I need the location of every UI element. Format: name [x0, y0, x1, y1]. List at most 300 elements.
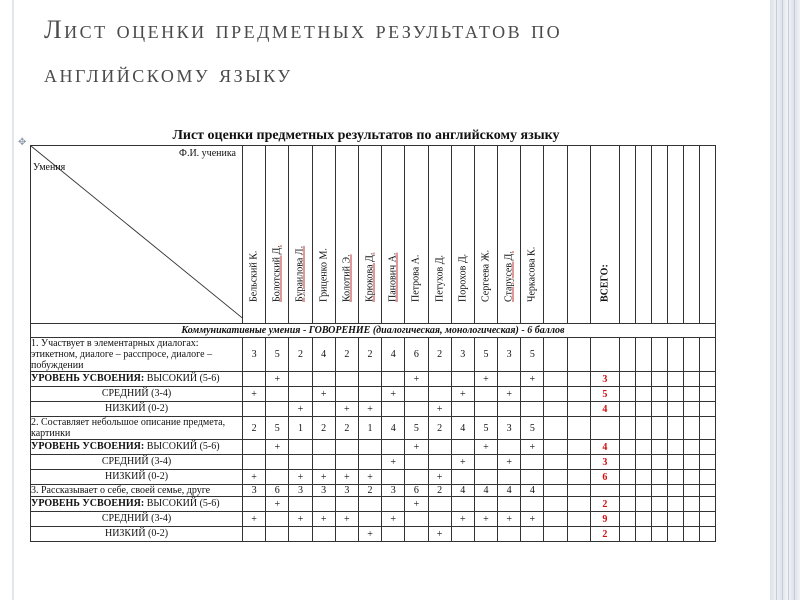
empty-cell	[683, 338, 699, 372]
mark-cell	[521, 497, 544, 512]
mark-cell: +	[312, 512, 335, 527]
document-title: Лист оценки предметных результатов по английскому языку	[172, 128, 560, 143]
mark-cell: +	[428, 470, 451, 485]
total-label: ВСЕГО:	[599, 264, 611, 302]
level-total: 3	[590, 372, 619, 387]
empty-cell	[667, 485, 683, 497]
mark-cell	[312, 440, 335, 455]
empty-cell	[544, 417, 567, 440]
empty-cell	[544, 372, 567, 387]
empty-cell	[683, 372, 699, 387]
mark-cell: +	[474, 440, 497, 455]
empty-header-cell	[619, 146, 635, 324]
student-name-header	[451, 146, 474, 324]
student-name-header	[312, 146, 335, 324]
student-name-header	[289, 146, 312, 324]
empty-cell	[651, 485, 667, 497]
empty-cell	[699, 455, 715, 470]
mark-cell	[358, 372, 381, 387]
empty-cell	[683, 417, 699, 440]
empty-cell	[651, 440, 667, 455]
score-cell: 4	[498, 485, 521, 497]
score-cell: 4	[312, 338, 335, 372]
student-name: Сергеева Ж.	[480, 249, 492, 302]
mark-cell	[335, 440, 358, 455]
mark-cell	[382, 527, 405, 542]
empty-header-cell	[683, 146, 699, 324]
empty-cell	[699, 372, 715, 387]
mark-cell: +	[243, 470, 266, 485]
score-cell: 2	[428, 485, 451, 497]
mark-cell	[498, 440, 521, 455]
mark-cell	[335, 527, 358, 542]
score-cell: 2	[428, 338, 451, 372]
empty-cell	[635, 512, 651, 527]
mark-cell	[312, 527, 335, 542]
empty-cell	[651, 527, 667, 542]
mark-cell: +	[335, 402, 358, 417]
empty-cell	[635, 417, 651, 440]
section-title: Коммуникативные умения - ГОВОРЕНИЕ (диалогическая, монологическая) - 6 баллов	[31, 324, 716, 338]
mark-cell	[266, 470, 289, 485]
mark-cell	[428, 372, 451, 387]
mark-cell	[289, 497, 312, 512]
empty-cell	[567, 338, 590, 372]
empty-cell	[699, 440, 715, 455]
mark-cell: +	[521, 440, 544, 455]
level-row	[31, 512, 716, 527]
student-name: Гриценко М.	[318, 248, 330, 302]
student-name-header	[358, 146, 381, 324]
level-total: 6	[590, 470, 619, 485]
level-row	[31, 497, 716, 512]
mark-cell: +	[358, 402, 381, 417]
header-corner-cell	[31, 146, 243, 324]
empty-cell	[635, 485, 651, 497]
level-label-cell	[31, 527, 243, 542]
mark-cell	[289, 387, 312, 402]
empty-cell	[667, 387, 683, 402]
level-total: 5	[590, 387, 619, 402]
score-cell: 4	[451, 417, 474, 440]
level-total: 4	[590, 402, 619, 417]
mark-cell	[243, 440, 266, 455]
mark-cell	[451, 527, 474, 542]
empty-cell	[667, 455, 683, 470]
empty-cell	[651, 372, 667, 387]
student-name-header	[405, 146, 428, 324]
empty-cell	[567, 387, 590, 402]
mark-cell: +	[266, 440, 289, 455]
mark-cell	[405, 512, 428, 527]
empty-cell	[699, 387, 715, 402]
empty-cell	[567, 527, 590, 542]
empty-cell	[667, 402, 683, 417]
mark-cell	[474, 402, 497, 417]
mark-cell	[266, 512, 289, 527]
left-margin-line	[12, 0, 14, 600]
mark-cell	[335, 387, 358, 402]
mark-cell: +	[312, 470, 335, 485]
student-name: Панович А.	[387, 252, 399, 302]
mark-cell: +	[498, 455, 521, 470]
slide-title-line-2: английскому языку	[44, 59, 293, 88]
student-name: Бельский К.	[248, 250, 260, 302]
mark-cell: +	[451, 512, 474, 527]
empty-cell	[619, 387, 635, 402]
mark-cell: +	[451, 455, 474, 470]
mark-cell	[498, 372, 521, 387]
student-name: Старусев Д.	[503, 251, 515, 302]
empty-cell	[567, 440, 590, 455]
level-label: СРЕДНИЙ (3-4)	[101, 388, 172, 399]
mark-cell	[243, 527, 266, 542]
mark-cell	[312, 372, 335, 387]
empty-cell	[544, 470, 567, 485]
mark-cell: +	[521, 372, 544, 387]
score-cell: 3	[243, 485, 266, 497]
empty-cell	[667, 470, 683, 485]
mark-cell	[243, 372, 266, 387]
mark-cell	[289, 527, 312, 542]
level-label: ВЫСОКИЙ (5-6)	[146, 498, 220, 509]
empty-cell	[635, 470, 651, 485]
mark-cell	[335, 372, 358, 387]
level-label: НИЗКИЙ (0-2)	[104, 471, 169, 482]
empty-cell	[699, 485, 715, 497]
level-row	[31, 527, 716, 542]
empty-cell	[544, 440, 567, 455]
level-label-cell	[31, 402, 243, 417]
mark-cell: +	[266, 372, 289, 387]
empty-cell	[667, 512, 683, 527]
empty-total-cell	[590, 338, 619, 372]
empty-cell	[699, 338, 715, 372]
skill-row	[31, 338, 716, 372]
level-label-cell	[31, 372, 243, 387]
score-cell: 2	[312, 417, 335, 440]
mark-cell	[521, 470, 544, 485]
mark-cell	[474, 527, 497, 542]
level-prefix: УРОВЕНЬ УСВОЕНИЯ:	[31, 441, 145, 452]
student-name: Петрова А.	[410, 254, 422, 302]
mark-cell	[312, 402, 335, 417]
empty-header-cell	[567, 146, 590, 324]
empty-cell	[667, 372, 683, 387]
document-image	[26, 118, 768, 586]
mark-cell: +	[312, 387, 335, 402]
score-cell: 4	[382, 417, 405, 440]
level-label-cell	[31, 440, 243, 455]
mark-cell	[266, 527, 289, 542]
mark-cell: +	[451, 387, 474, 402]
mark-cell	[474, 497, 497, 512]
student-name-header	[474, 146, 497, 324]
mark-cell: +	[289, 512, 312, 527]
score-cell: 5	[521, 338, 544, 372]
score-cell: 3	[382, 485, 405, 497]
score-cell: 2	[335, 338, 358, 372]
score-cell: 6	[266, 485, 289, 497]
score-cell: 5	[266, 417, 289, 440]
empty-cell	[667, 417, 683, 440]
assessment-table	[30, 145, 716, 542]
level-row	[31, 387, 716, 402]
empty-cell	[651, 338, 667, 372]
score-cell: 6	[405, 485, 428, 497]
skill-row	[31, 417, 716, 440]
score-cell: 2	[289, 338, 312, 372]
mark-cell	[243, 402, 266, 417]
mark-cell	[428, 440, 451, 455]
mark-cell	[498, 497, 521, 512]
empty-cell	[544, 497, 567, 512]
mark-cell	[405, 455, 428, 470]
empty-cell	[567, 512, 590, 527]
mark-cell	[243, 455, 266, 470]
mark-cell	[451, 372, 474, 387]
slide-title	[44, 8, 744, 96]
mark-cell	[405, 527, 428, 542]
mark-cell	[405, 402, 428, 417]
mark-cell	[428, 455, 451, 470]
empty-cell	[619, 402, 635, 417]
mark-cell: +	[428, 527, 451, 542]
student-name: Болотский Д.	[271, 245, 283, 302]
student-name-header	[266, 146, 289, 324]
empty-cell	[699, 512, 715, 527]
score-cell: 5	[521, 417, 544, 440]
empty-cell	[651, 455, 667, 470]
mark-cell	[382, 470, 405, 485]
mark-cell: +	[382, 512, 405, 527]
score-cell: 3	[243, 338, 266, 372]
student-name-header	[382, 146, 405, 324]
mark-cell	[405, 387, 428, 402]
level-label: НИЗКИЙ (0-2)	[104, 528, 169, 539]
empty-cell	[635, 527, 651, 542]
mark-cell: +	[498, 387, 521, 402]
score-cell: 2	[243, 417, 266, 440]
empty-cell	[667, 527, 683, 542]
level-label-cell	[31, 512, 243, 527]
mark-cell	[451, 497, 474, 512]
score-cell: 5	[474, 338, 497, 372]
mark-cell: +	[243, 512, 266, 527]
skill-row	[31, 485, 716, 497]
level-row	[31, 455, 716, 470]
empty-cell	[544, 512, 567, 527]
mark-cell	[521, 387, 544, 402]
student-name: Колотий Э.	[341, 254, 353, 302]
student-name: Петухов Д.	[434, 254, 446, 302]
empty-total-cell	[590, 485, 619, 497]
slide-title-line-1: Лист оценки предметных результатов по	[44, 15, 563, 44]
mark-cell: +	[335, 470, 358, 485]
level-label: СРЕДНИЙ (3-4)	[101, 456, 172, 467]
mark-cell	[382, 440, 405, 455]
score-cell: 2	[358, 485, 381, 497]
mark-cell	[266, 455, 289, 470]
empty-cell	[619, 440, 635, 455]
score-cell: 4	[451, 485, 474, 497]
right-decorative-band	[770, 0, 800, 600]
empty-cell	[619, 372, 635, 387]
score-cell: 3	[451, 338, 474, 372]
empty-cell	[619, 417, 635, 440]
score-cell: 5	[266, 338, 289, 372]
score-cell: 5	[474, 417, 497, 440]
empty-cell	[635, 338, 651, 372]
empty-cell	[683, 470, 699, 485]
mark-cell: +	[498, 512, 521, 527]
mark-cell: +	[474, 372, 497, 387]
mark-cell	[474, 455, 497, 470]
level-total: 2	[590, 527, 619, 542]
mark-cell: +	[358, 470, 381, 485]
empty-cell	[544, 455, 567, 470]
empty-cell	[699, 417, 715, 440]
mark-cell	[521, 527, 544, 542]
empty-cell	[635, 440, 651, 455]
score-cell: 3	[335, 485, 358, 497]
empty-cell	[651, 497, 667, 512]
empty-cell	[544, 338, 567, 372]
score-cell: 2	[428, 417, 451, 440]
skill-description: 1. Участвует в элементарных диалогах: этикетном, диалоге – расспросе, диалоге – побуждении	[31, 338, 243, 372]
mark-cell	[289, 440, 312, 455]
empty-cell	[699, 527, 715, 542]
empty-cell	[683, 527, 699, 542]
empty-cell	[651, 402, 667, 417]
mark-cell: +	[521, 512, 544, 527]
empty-cell	[544, 402, 567, 417]
student-name-header	[243, 146, 266, 324]
mark-cell	[382, 402, 405, 417]
empty-cell	[683, 485, 699, 497]
mark-cell	[335, 497, 358, 512]
mark-cell	[382, 497, 405, 512]
level-total: 2	[590, 497, 619, 512]
student-name-header	[428, 146, 451, 324]
level-label: СРЕДНИЙ (3-4)	[101, 513, 172, 524]
empty-cell	[683, 512, 699, 527]
mark-cell: +	[335, 512, 358, 527]
empty-cell	[699, 470, 715, 485]
empty-header-cell	[667, 146, 683, 324]
mark-cell	[358, 512, 381, 527]
empty-cell	[683, 402, 699, 417]
mark-cell	[358, 497, 381, 512]
level-label-cell	[31, 387, 243, 402]
mark-cell: +	[405, 497, 428, 512]
move-handle-icon: ✥	[18, 137, 27, 148]
score-cell: 4	[521, 485, 544, 497]
mark-cell: +	[428, 402, 451, 417]
empty-cell	[544, 527, 567, 542]
empty-header-cell	[699, 146, 715, 324]
empty-cell	[683, 455, 699, 470]
student-name: Порохов Д.	[457, 253, 469, 302]
mark-cell	[428, 497, 451, 512]
score-cell: 2	[358, 338, 381, 372]
student-name-header	[335, 146, 358, 324]
empty-cell	[635, 387, 651, 402]
score-cell: 3	[289, 485, 312, 497]
empty-cell	[651, 387, 667, 402]
score-cell: 3	[498, 417, 521, 440]
empty-cell	[651, 512, 667, 527]
mark-cell	[521, 402, 544, 417]
empty-header-cell	[651, 146, 667, 324]
mark-cell	[451, 402, 474, 417]
mark-cell	[451, 470, 474, 485]
skill-description: 3. Рассказывает о себе, своей семье, друге	[31, 485, 243, 497]
empty-cell	[683, 387, 699, 402]
mark-cell	[451, 440, 474, 455]
empty-cell	[619, 470, 635, 485]
mark-cell	[428, 512, 451, 527]
mark-cell: +	[289, 402, 312, 417]
empty-cell	[567, 372, 590, 387]
level-total: 9	[590, 512, 619, 527]
score-cell: 4	[474, 485, 497, 497]
empty-cell	[667, 440, 683, 455]
mark-cell: +	[382, 455, 405, 470]
mark-cell	[358, 455, 381, 470]
mark-cell: +	[474, 512, 497, 527]
empty-cell	[544, 387, 567, 402]
level-label: НИЗКИЙ (0-2)	[104, 403, 169, 414]
mark-cell	[358, 440, 381, 455]
mark-cell: +	[382, 387, 405, 402]
mark-cell: +	[289, 470, 312, 485]
mark-cell	[312, 497, 335, 512]
mark-cell: +	[358, 527, 381, 542]
level-label-cell	[31, 455, 243, 470]
empty-header-cell	[635, 146, 651, 324]
level-row	[31, 372, 716, 387]
empty-header-cell	[544, 146, 567, 324]
mark-cell	[312, 455, 335, 470]
student-name: Черкасова К.	[526, 246, 538, 302]
level-row	[31, 440, 716, 455]
empty-cell	[619, 485, 635, 497]
mark-cell	[358, 387, 381, 402]
score-cell: 5	[405, 417, 428, 440]
mark-cell: +	[405, 440, 428, 455]
empty-cell	[635, 402, 651, 417]
empty-cell	[619, 455, 635, 470]
score-cell: 1	[358, 417, 381, 440]
empty-cell	[544, 485, 567, 497]
level-total: 3	[590, 455, 619, 470]
mark-cell	[498, 470, 521, 485]
level-row	[31, 470, 716, 485]
total-header	[590, 146, 619, 324]
section-row	[31, 324, 716, 338]
empty-cell	[619, 338, 635, 372]
header-row	[31, 146, 716, 324]
level-label-cell	[31, 470, 243, 485]
mark-cell	[498, 527, 521, 542]
student-name-header	[521, 146, 544, 324]
mark-cell	[498, 402, 521, 417]
score-cell: 2	[335, 417, 358, 440]
skills-label: Умения	[33, 162, 66, 173]
empty-cell	[683, 440, 699, 455]
empty-cell	[667, 338, 683, 372]
